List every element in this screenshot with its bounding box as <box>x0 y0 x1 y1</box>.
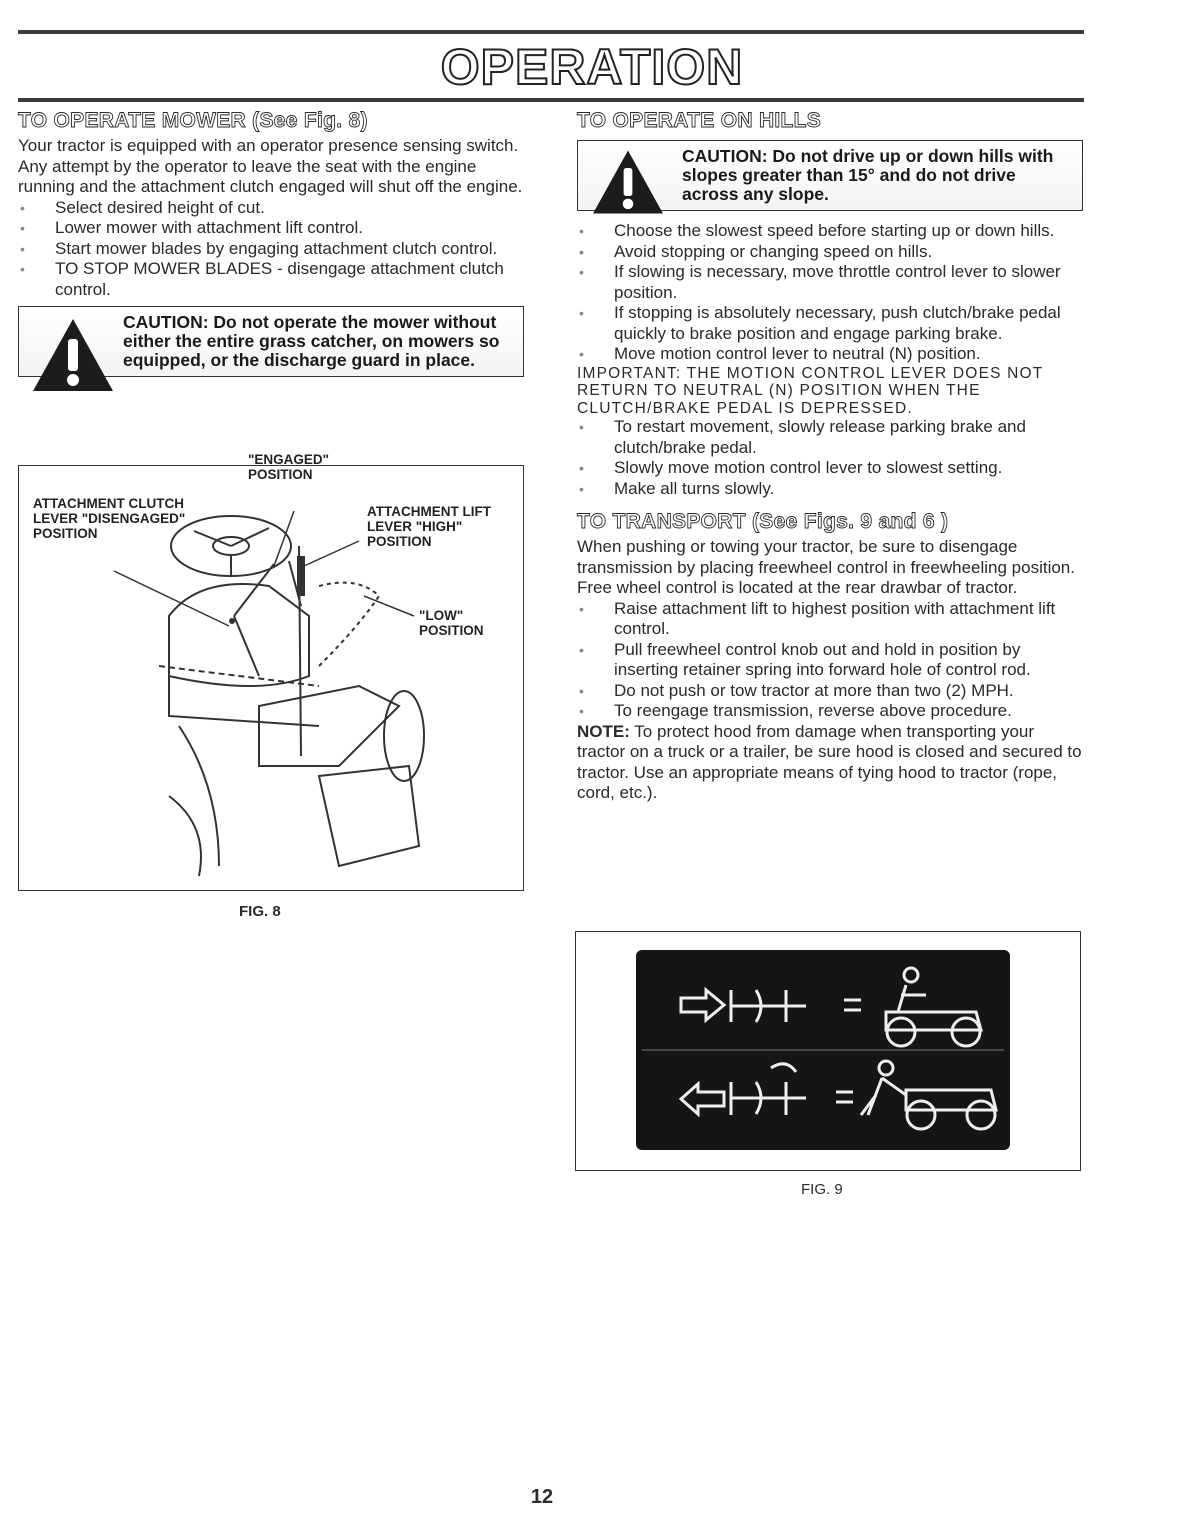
list-item: • Start mower blades by engaging attachment clutch control. <box>18 239 524 260</box>
fig9-illustration <box>575 931 1081 1171</box>
mower-caution-box <box>18 306 524 377</box>
freewheel-decal <box>636 950 1010 1150</box>
freewheel-diagram <box>636 950 1010 1150</box>
hills-steps <box>577 221 1083 365</box>
list-item: • Make all turns slowly. <box>577 479 1083 500</box>
label-engaged-position: "ENGAGED" POSITION <box>248 452 330 482</box>
mower-intro: Your tractor is equipped with an operator presence sensing switch. Any attempt by the operator to leave the seat with the engine running and the attachment clutch engaged will shut off the engine. <box>18 136 523 196</box>
list-item: • Move motion control lever to neutral (N) position. <box>577 344 1083 365</box>
list-item: • Raise attachment lift to highest position with attachment lift control. <box>577 599 1083 640</box>
note-label: NOTE: <box>577 721 630 741</box>
list-item: • If slowing is necessary, move throttle control lever to slower position. <box>577 262 1083 303</box>
transport-note <box>577 722 1083 804</box>
list-item: • Do not push or tow tractor at more than two (2) MPH. <box>577 681 1083 702</box>
hills-caution-box <box>577 140 1083 211</box>
page-title: OPERATION <box>440 39 744 95</box>
list-item: • To reengage transmission, reverse above procedure. <box>577 701 1083 722</box>
label-clutch-lever: ATTACHMENT CLUTCH LEVER "DISENGAGED" POSITION <box>33 496 186 541</box>
mower-caution-text: CAUTION: Do not operate the mower without either the entire grass catcher, on mowers so equipped, or the discharge guard in place. <box>123 312 500 370</box>
list-item: • Avoid stopping or changing speed on hills. <box>577 242 1083 263</box>
list-item: • Pull freewheel control knob out and hold in position by inserting retainer spring into forward hole of control rod. <box>577 640 1083 681</box>
fig8-caption: FIG. 8 <box>239 903 281 920</box>
hills-steps-continued <box>577 417 1083 499</box>
mower-heading: TO OPERATE MOWER (See Fig. 8) <box>18 109 368 132</box>
warning-icon <box>588 147 668 217</box>
hills-caution-text: CAUTION: Do not drive up or down hills with slopes greater than 15° and do not drive across any slope. <box>682 146 1054 204</box>
right-column <box>577 108 1083 804</box>
transport-heading: TO TRANSPORT (See Figs. 9 and 6 ) <box>577 510 949 533</box>
list-item: • Lower mower with attachment lift control. <box>18 218 524 239</box>
header-rule-top <box>18 30 1084 34</box>
fig8-illustration <box>18 452 524 891</box>
list-item: • To restart movement, slowly release parking brake and clutch/brake pedal. <box>577 417 1083 458</box>
transport-intro: When pushing or towing your tractor, be sure to disengage transmission by placing freewheel control in freewheeling position. Free wheel control is located at the rear drawbar of tractor. <box>577 537 1075 597</box>
label-lift-lever: ATTACHMENT LIFT LEVER "HIGH" POSITION <box>367 504 491 549</box>
list-item: • TO STOP MOWER BLADES - disengage attachment clutch control. <box>18 259 524 300</box>
list-item: • If stopping is absolutely necessary, push clutch/brake pedal quickly to brake position and engage parking brake. <box>577 303 1083 344</box>
list-item: • Slowly move motion control lever to slowest setting. <box>577 458 1083 479</box>
label-low-position: "LOW" POSITION <box>419 608 484 638</box>
important-notice: IMPORTANT: THE MOTION CONTROL LEVER DOES NOT RETURN TO NEUTRAL (N) POSITION WHEN THE CLUTCH/BRAKE PEDAL IS DEPRESSED. <box>577 364 1044 417</box>
warning-icon <box>29 315 117 395</box>
header-rule-bottom <box>18 98 1084 102</box>
fig9-caption: FIG. 9 <box>801 1181 843 1198</box>
list-item: • Select desired height of cut. <box>18 198 524 219</box>
hills-heading: TO OPERATE ON HILLS <box>577 109 822 132</box>
left-column <box>18 108 524 387</box>
note-text: To protect hood from damage when transporting your tractor on a truck or a trailer, be sure hood is closed and secured to tractor. Use an appropriate means of tying hood to tractor (rope, cord, etc.). <box>577 721 1082 802</box>
page-number: 12 <box>530 1486 554 1508</box>
list-item: • Choose the slowest speed before starting up or down hills. <box>577 221 1083 242</box>
mower-steps <box>18 198 524 301</box>
transport-steps <box>577 599 1083 722</box>
